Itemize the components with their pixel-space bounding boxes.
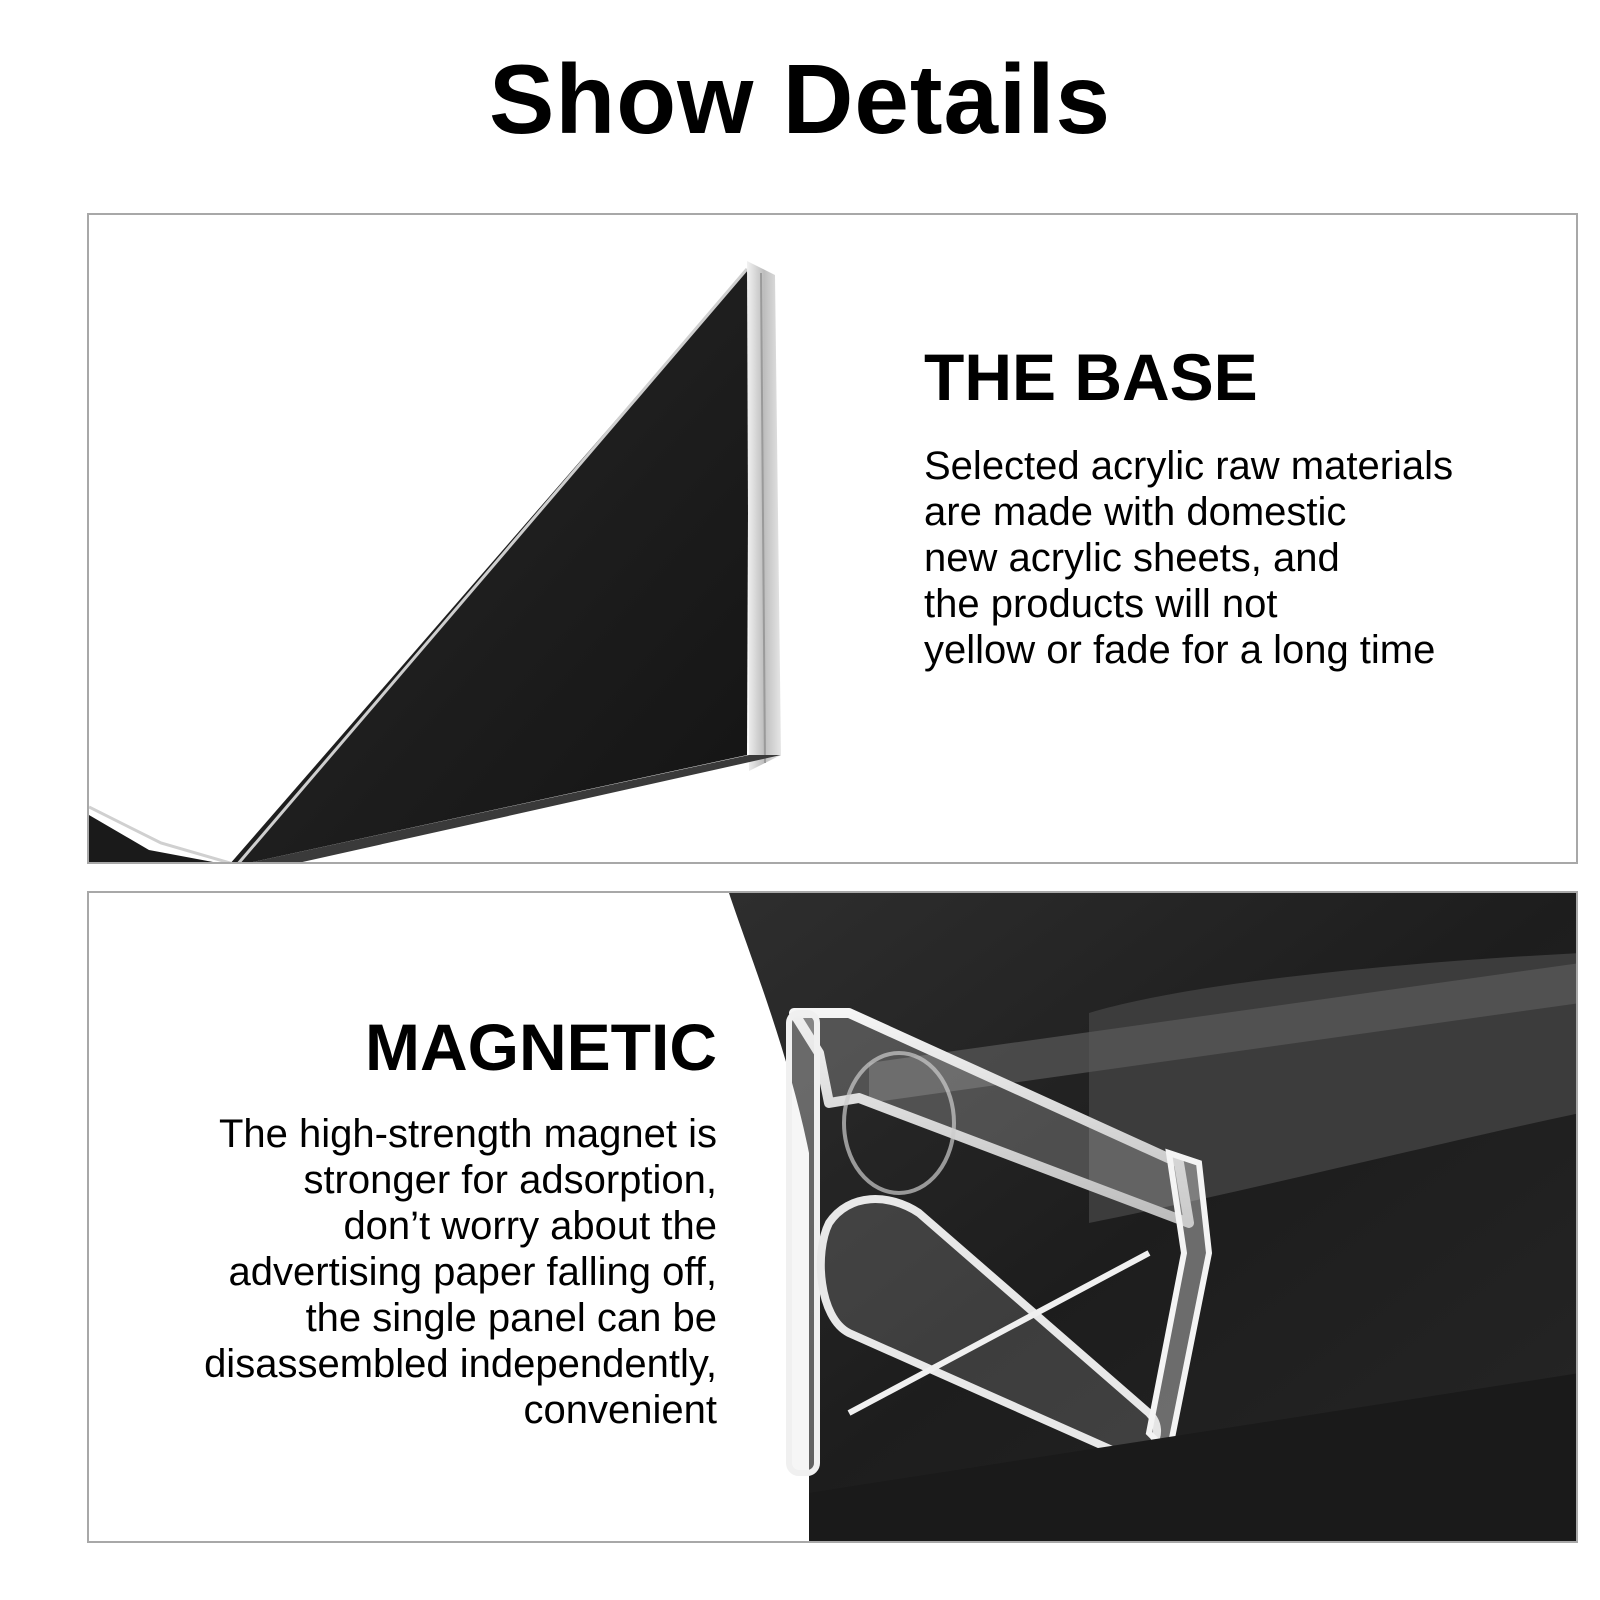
- page-title: Show Details: [489, 44, 1111, 154]
- description-line: yellow or fade for a long time: [924, 628, 1436, 672]
- description-line: new acrylic sheets, and: [924, 536, 1340, 580]
- description-line: advertising paper falling off,: [228, 1250, 717, 1294]
- section-heading-base: THE BASE: [924, 340, 1258, 414]
- section-description-magnetic: [89, 1111, 717, 1433]
- section-description-base: [924, 443, 1453, 673]
- section-heading-magnetic: MAGNETIC: [365, 1010, 717, 1084]
- description-line: are made with domestic: [924, 490, 1347, 534]
- description-line: the products will not: [924, 582, 1278, 626]
- description-line: don’t worry about the: [343, 1204, 717, 1248]
- description-line: stronger for adsorption,: [303, 1158, 717, 1202]
- description-line: convenient: [523, 1388, 717, 1432]
- description-line: disassembled independently,: [204, 1342, 717, 1386]
- base-detail-panel: [87, 213, 1578, 864]
- magnetic-detail-panel: [87, 891, 1578, 1543]
- description-line: Selected acrylic raw materials: [924, 444, 1454, 488]
- description-line: the single panel can be: [305, 1296, 717, 1340]
- description-line: The high-strength magnet is: [218, 1112, 717, 1156]
